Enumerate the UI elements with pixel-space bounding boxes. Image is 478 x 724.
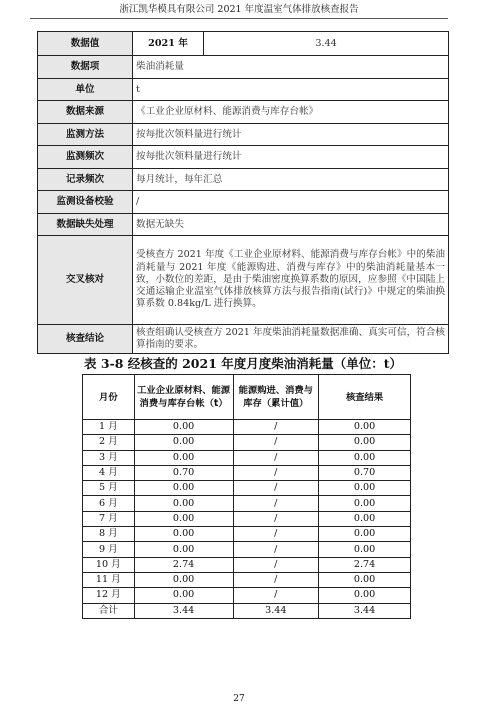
table-row xyxy=(83,450,411,465)
row-value: 《工业企业原材料、能源消费与库存台帐》 xyxy=(133,101,449,124)
table-row xyxy=(38,325,449,354)
table-row xyxy=(38,191,449,214)
table-row xyxy=(38,236,449,325)
table-cell: / xyxy=(233,572,319,587)
cross-check-text: 受核查方 2021 年度《工业企业原材料、能源消费与库存台帐》中的柴油消耗量与 2021 年度《能源购进、消费与库存》中的柴油消耗量基本一致，小数位的差距，是由于柴油密度换算系数的原因，应参照《中国陆上交通运输企业温室气体排放核算方法与报告指南(试行)》中规定的柴油换算系数 0.84kg/L 进行换算。 xyxy=(133,236,449,325)
monthly-consumption-table xyxy=(82,374,411,619)
column-header: 月份 xyxy=(83,375,135,420)
table-header-row xyxy=(83,375,411,420)
row-value: t xyxy=(133,79,449,101)
table-cell: 0.00 xyxy=(134,542,233,557)
page-header: 浙江凯华模具有限公司 2021 年度温室气体排放核查报告 xyxy=(119,4,359,15)
table-cell: 0.70 xyxy=(319,465,411,480)
table-row xyxy=(38,146,449,169)
table-row xyxy=(83,603,411,618)
table-row xyxy=(38,101,449,124)
table-row xyxy=(83,496,411,511)
table-cell: / xyxy=(233,465,319,480)
table-cell: 10 月 xyxy=(83,557,135,572)
table-cell: 0.00 xyxy=(319,496,411,511)
row-label: 核查结论 xyxy=(38,325,133,354)
table-cell: / xyxy=(233,542,319,557)
table-caption: 表 3-8 经核查的 2021 年度月度柴油消耗量（单位：t） xyxy=(83,356,403,371)
table-row xyxy=(83,481,411,496)
page-number: 27 xyxy=(233,694,245,704)
row-label: 监测频次 xyxy=(38,146,133,169)
table-cell: 9 月 xyxy=(83,542,135,557)
table-row xyxy=(83,527,411,542)
row-label: 监测方法 xyxy=(38,124,133,146)
table-cell: 0.00 xyxy=(319,572,411,587)
table-cell: 3 月 xyxy=(83,450,135,465)
table-cell: 0.00 xyxy=(134,588,233,603)
column-header: 核查结果 xyxy=(319,375,411,420)
table-cell: 4 月 xyxy=(83,465,135,480)
table-cell: 7 月 xyxy=(83,511,135,526)
table-cell: 0.00 xyxy=(319,542,411,557)
table-cell: 3.44 xyxy=(134,603,233,618)
table-row xyxy=(38,56,449,79)
table-cell: 8 月 xyxy=(83,527,135,542)
row-label: 数据缺失处理 xyxy=(38,214,133,236)
table-cell: / xyxy=(233,420,319,435)
year-cell: 2021 年 xyxy=(133,32,204,56)
table-cell: 0.00 xyxy=(134,496,233,511)
table-cell: / xyxy=(233,511,319,526)
table-cell: 0.00 xyxy=(319,511,411,526)
table-cell: 0.00 xyxy=(319,527,411,542)
table-cell: 0.00 xyxy=(319,420,411,435)
header-rule xyxy=(30,18,448,19)
table-cell: 0.00 xyxy=(319,435,411,450)
row-label: 数据来源 xyxy=(38,101,133,124)
table-cell: / xyxy=(233,527,319,542)
row-label: 数据值 xyxy=(38,32,133,56)
row-value: 按每批次领料量进行统计 xyxy=(133,146,449,169)
row-label: 记录频次 xyxy=(38,169,133,191)
table-row xyxy=(83,557,411,572)
table-cell: 0.00 xyxy=(134,435,233,450)
table-cell: 0.00 xyxy=(319,481,411,496)
table-cell: / xyxy=(233,557,319,572)
table-cell: / xyxy=(233,450,319,465)
table-cell: 2 月 xyxy=(83,435,135,450)
data-info-table xyxy=(37,31,449,354)
table-row xyxy=(83,572,411,587)
monthly-table-body xyxy=(83,420,411,619)
row-value: 按每批次领料量进行统计 xyxy=(133,124,449,146)
table-row xyxy=(38,124,449,146)
column-header: 工业企业原材料、能源消费与库存台帐（t） xyxy=(134,375,233,420)
table-row xyxy=(38,79,449,101)
table-cell: 合计 xyxy=(83,603,135,618)
table-row xyxy=(38,169,449,191)
table-cell: 0.70 xyxy=(134,465,233,480)
table-row xyxy=(38,32,449,56)
column-header: 能源购进、消费与库存（累计值） xyxy=(233,375,319,420)
table-cell: / xyxy=(233,496,319,511)
table-cell: 1 月 xyxy=(83,420,135,435)
table-cell: 0.00 xyxy=(134,527,233,542)
table-row xyxy=(38,214,449,236)
table-row xyxy=(83,435,411,450)
table-cell: 0.00 xyxy=(134,511,233,526)
table-cell: / xyxy=(233,481,319,496)
table-cell: 0.00 xyxy=(319,450,411,465)
table-cell: / xyxy=(233,435,319,450)
table-cell: 3.44 xyxy=(319,603,411,618)
table-cell: 2.74 xyxy=(319,557,411,572)
table-cell: / xyxy=(233,588,319,603)
table-cell: 6 月 xyxy=(83,496,135,511)
table-cell: 3.44 xyxy=(233,603,319,618)
row-label: 交叉核对 xyxy=(38,236,133,325)
table-cell: 0.00 xyxy=(319,588,411,603)
table-cell: 0.00 xyxy=(134,572,233,587)
table-cell: 11 月 xyxy=(83,572,135,587)
row-label: 监测设备校验 xyxy=(38,191,133,214)
row-value: 数据无缺失 xyxy=(133,214,449,236)
row-value: / xyxy=(133,191,449,214)
table-row xyxy=(83,465,411,480)
table-cell: 0.00 xyxy=(134,450,233,465)
table-cell: 0.00 xyxy=(134,420,233,435)
row-value: 柴油消耗量 xyxy=(133,56,449,79)
table-row xyxy=(83,511,411,526)
table-row xyxy=(83,542,411,557)
row-value: 每月统计，每年汇总 xyxy=(133,169,449,191)
data-value: 3.44 xyxy=(204,32,449,56)
row-label: 数据项 xyxy=(38,56,133,79)
table-cell: 12 月 xyxy=(83,588,135,603)
conclusion-text: 核查组确认受核查方 2021 年度柴油消耗量数据准确、真实可信，符合核算指南的要求。 xyxy=(133,325,449,354)
table-cell: 0.00 xyxy=(134,481,233,496)
table-cell: 2.74 xyxy=(134,557,233,572)
table-row xyxy=(83,420,411,435)
table-cell: 5 月 xyxy=(83,481,135,496)
row-label: 单位 xyxy=(38,79,133,101)
table-row xyxy=(83,588,411,603)
